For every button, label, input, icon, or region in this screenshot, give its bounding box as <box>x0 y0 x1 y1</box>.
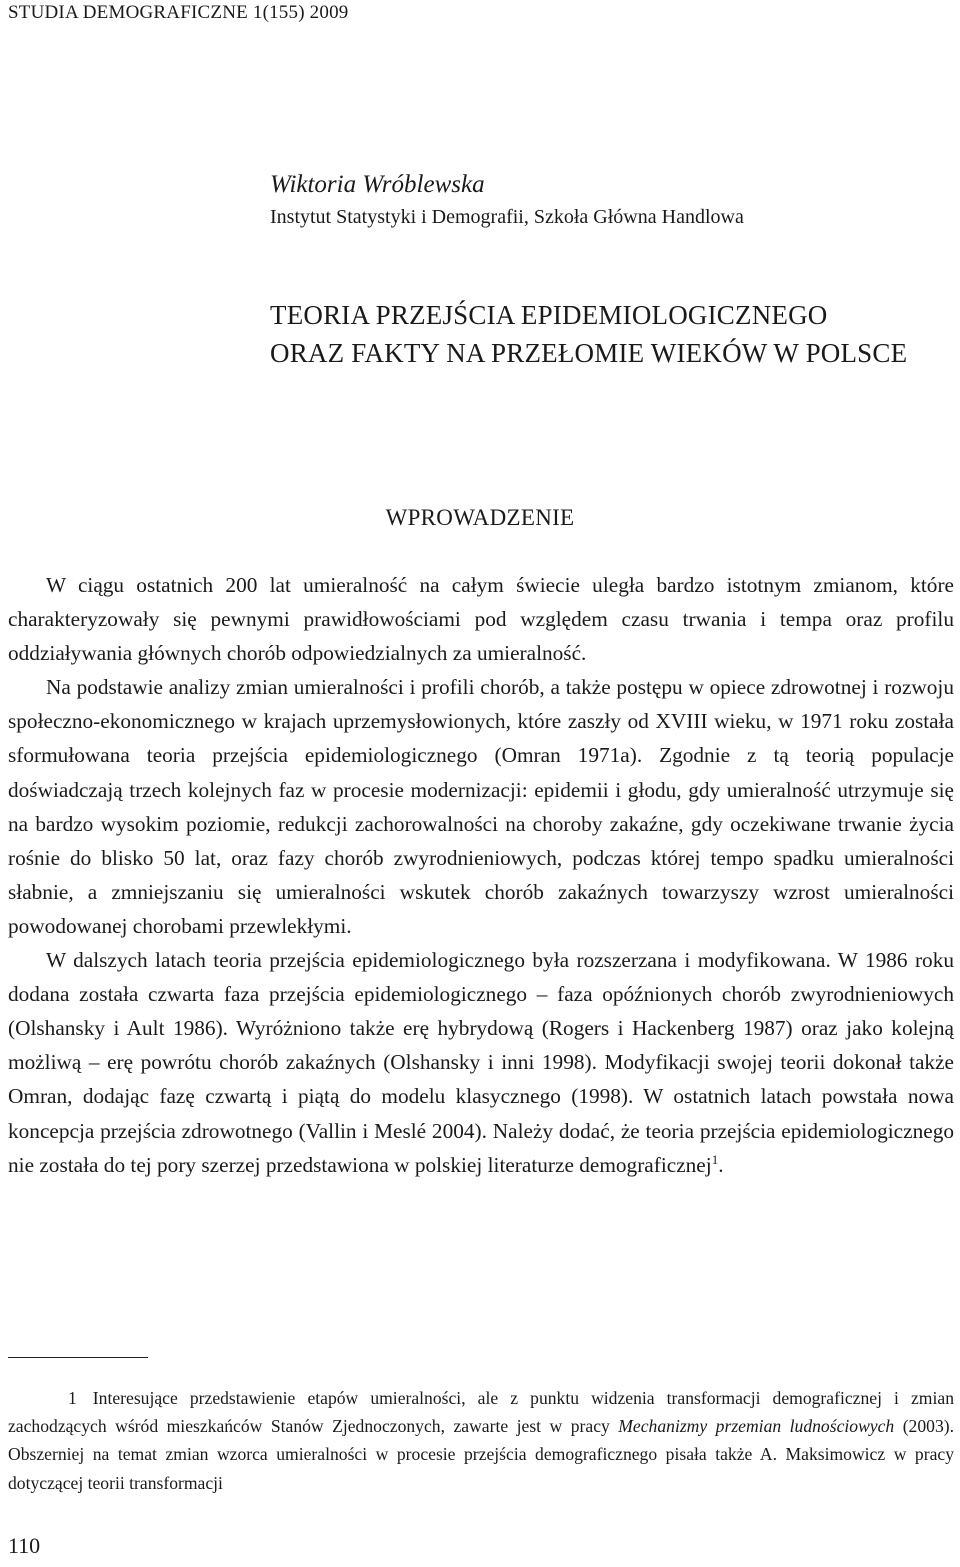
title-line-1: TEORIA PRZEJŚCIA EPIDEMIOLOGICZNEGO <box>270 300 828 330</box>
body-text <box>8 568 954 1182</box>
footnote-number: 1 <box>68 1388 77 1408</box>
article-title <box>270 296 907 372</box>
footnote-reference[interactable]: 1 <box>711 1151 719 1167</box>
footnote-italic-title: Mechanizmy przemian ludnościowych <box>618 1416 895 1437</box>
paragraph: W ciągu ostatnich 200 lat umieralność na całym świecie uległa bardzo istotnym zmianom, które charakteryzowały się pewnymi prawidłowościami pod względem czasu trwania i tempa oraz profilu oddziaływania głównych chorób odpowiedzialnych za umieralność. <box>8 573 954 666</box>
author-name: Wiktoria Wróblewska <box>270 171 485 198</box>
author-block <box>270 168 744 232</box>
footnote <box>8 1384 954 1497</box>
paragraph <box>8 943 954 1182</box>
journal-header: STUDIA DEMOGRAFICZNE 1(155) 2009 <box>8 2 349 23</box>
paragraph-end: . <box>718 1152 724 1177</box>
footnote-divider <box>8 1357 148 1358</box>
author-affiliation: Instytut Statystyki i Demografii, Szkoła Główna Handlowa <box>270 206 744 228</box>
page-number: 110 <box>8 1533 41 1558</box>
title-line-2: ORAZ FAKTY NA PRZEŁOMIE WIEKÓW W POLSCE <box>270 338 908 368</box>
paragraph: Na podstawie analizy zmian umieralności i profili chorób, a także postępu w opiece zdrowotnej i rozwoju społeczno-ekonomicznego w krajach uprzemysłowionych, które zaszły od XVIII wieku, w 1971 roku została sformułowana teoria przejścia epidemiologicznego (Omran 1971a). Zgodnie z tą teorią populacje doświadczają trzech kolejnych faz w procesie modernizacji: epidemii i głodu, gdy umieralność utrzymuje się na bardzo wysokim poziomie, redukcji zachorowalności na choroby zakaźne, gdy oczekiwane trwanie życia rośnie do blisko 50 lat, oraz fazy chorób zwyrodnieniowych, podczas której tempo spadku umieralności słabnie, a zmniejszaniu się umieralności wskutek chorób zakaźnych towarzyszy wzrost umieralności powodowanej chorobami przewlekłymi. <box>8 675 954 938</box>
paragraph-text: W dalszych latach teoria przejścia epidemiologicznego była rozszerzana i modyfikowana. W 1986 roku dodana została czwarta faza przejścia epidemiologicznego – faza opóźnionych chorób zwyrodnieniowych (Olshansky i Ault 1986). Wyróżniono także erę hybrydową (Rogers i Hackenberg 1987) oraz jako kolejną możliwą – erę powrótu chorób zakaźnych (Olshansky i inni 1998). Modyfikacji swojej teorii dokonał także Omran, dodając fazę czwartą i piątą do modelu klasycznego (1998). W ostatnich latach powstała nowa koncepcja przejścia zdrowotnego (Vallin i Meslé 2004). Należy dodać, że teoria przejścia epidemiologicznego nie została do tej pory szerzej przedstawiona w polskiej literaturze demograficznej <box>8 948 954 1177</box>
footnote-text-cont: (2003). Obszerniej na temat zmian wzorca umieralności w procesie przejścia demograficznego pisała także A. Maksimowicz w pracy dotyczącej teorii transformacji <box>8 1416 955 1493</box>
section-heading: WPROWADZENIE <box>385 505 575 530</box>
footnote-text: Interesujące przedstawienie etapów umieralności, ale z punktu widzenia transformacji demograficznej i zmian zachodzących wśród mieszkańców Stanów Zjednoczonych, zawarte jest w pracy <box>8 1388 954 1437</box>
